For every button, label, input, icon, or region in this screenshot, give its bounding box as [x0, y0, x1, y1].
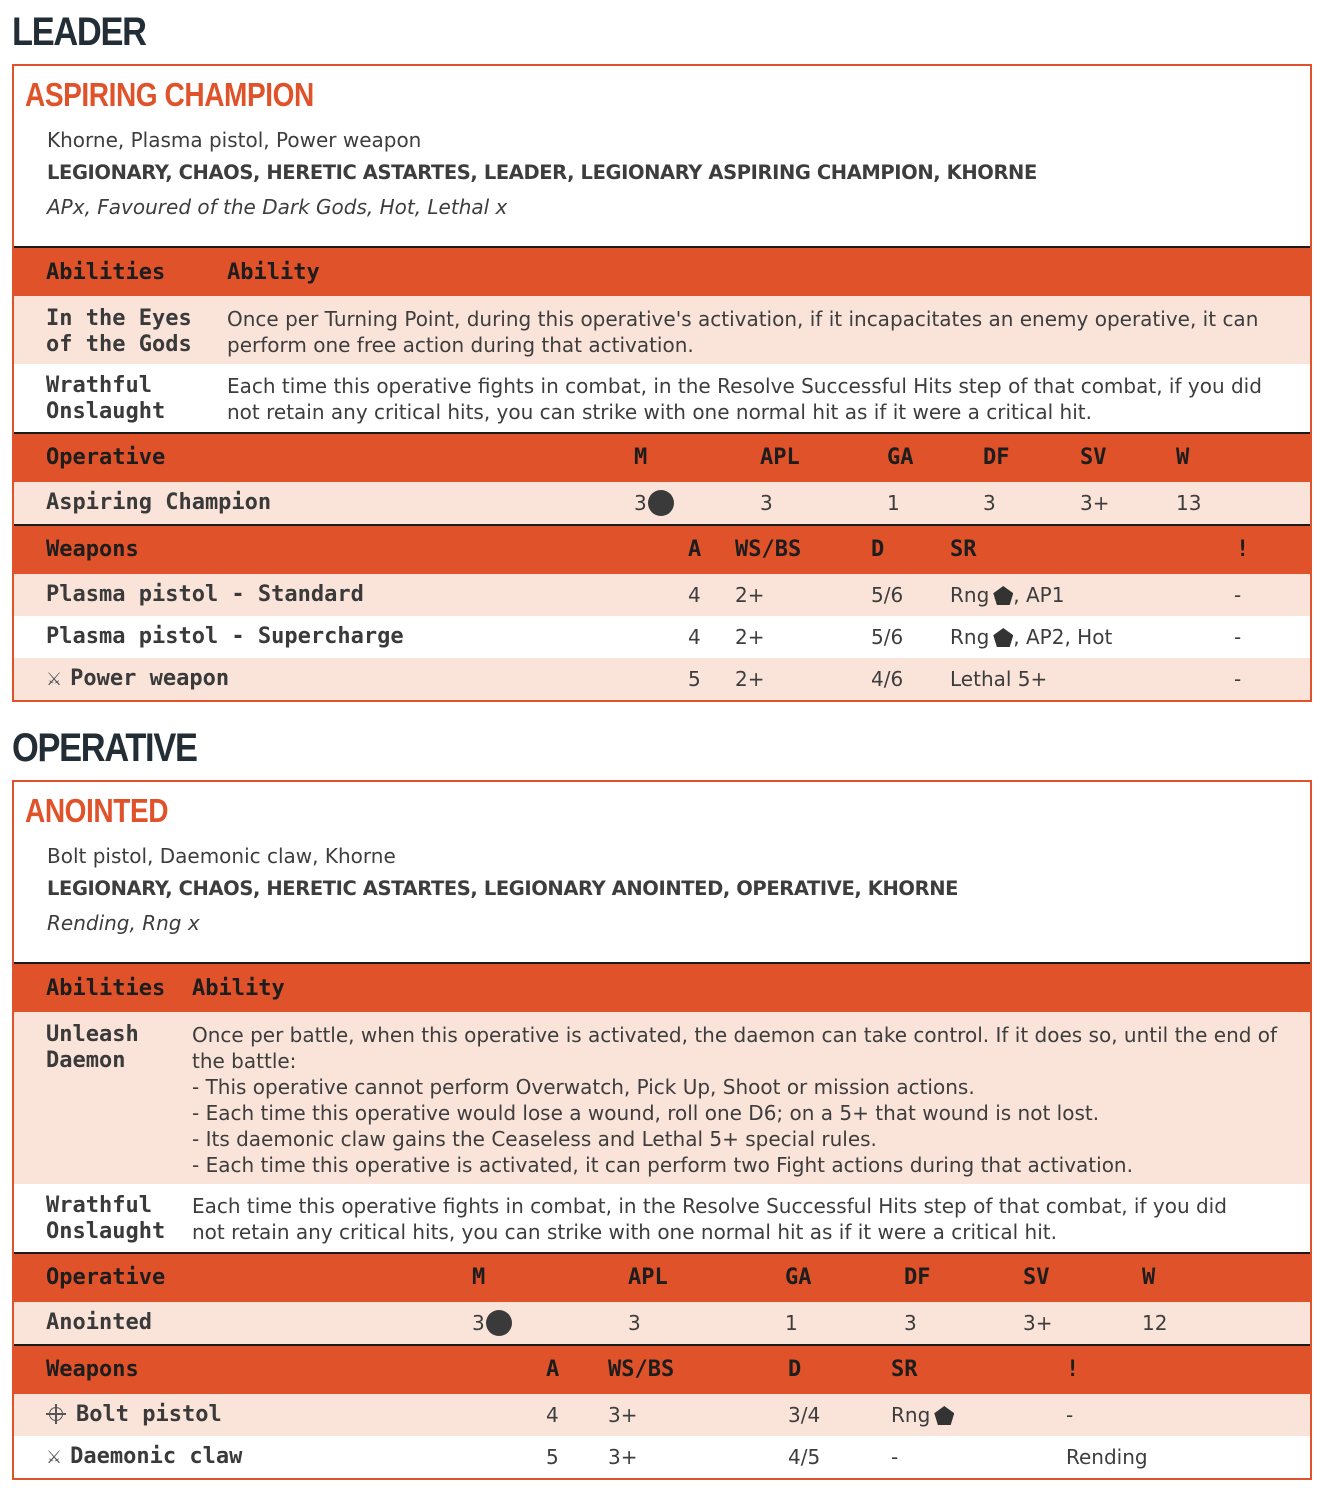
- col-apl: APL: [628, 1265, 668, 1290]
- col-weapons: Weapons: [46, 537, 139, 562]
- card-keywords: LEGIONARY, CHAOS, HERETIC ASTARTES, LEADER, LEGIONARY ASPIRING CHAMPION, KHORNE: [47, 161, 1037, 184]
- abilities-header: [14, 962, 1310, 1012]
- stat-ga: 1: [887, 491, 900, 515]
- stats-header: [14, 1252, 1310, 1302]
- abilities-header: [14, 246, 1310, 296]
- col-weapons: Weapons: [46, 1357, 139, 1382]
- stat-m: 3: [472, 1310, 512, 1336]
- ability-name: Wrathful Onslaught: [46, 373, 166, 424]
- col-df: DF: [983, 445, 1010, 470]
- weapon-crit: -: [1066, 1403, 1074, 1427]
- weapon-sr: Rng: [891, 1402, 954, 1428]
- weapon-crit: -: [1234, 667, 1242, 691]
- weapon-ws: 3+: [608, 1445, 638, 1469]
- col-m: M: [634, 445, 648, 470]
- col-wsbs: WS/BS: [735, 537, 802, 562]
- col-sv: SV: [1023, 1265, 1050, 1290]
- melee-swords-icon: ⚔: [46, 669, 63, 690]
- stat-w: 12: [1142, 1311, 1168, 1335]
- stat-df: 3: [904, 1311, 917, 1335]
- stat-sv: 3+: [1080, 491, 1110, 515]
- col-w: W: [1142, 1265, 1156, 1290]
- pentagon-range-icon: [993, 586, 1013, 605]
- stat-apl: 3: [760, 491, 773, 515]
- weapon-sr: Rng , AP2, Hot: [950, 625, 1113, 649]
- card-options: Khorne, Plasma pistol, Power weapon: [47, 128, 422, 152]
- col-d: D: [788, 1357, 802, 1382]
- weapons-header: [14, 1344, 1310, 1394]
- stats-header: [14, 432, 1310, 482]
- col-sv: SV: [1080, 445, 1107, 470]
- stats-row: [14, 482, 1310, 524]
- col-operative: Operative: [46, 445, 166, 470]
- datacard-aspiring-champion: [12, 64, 1312, 702]
- weapon-a: 4: [688, 625, 701, 649]
- section-title-operative: OPERATIVE: [12, 726, 197, 770]
- ability-row: [14, 364, 1310, 432]
- weapon-a: 5: [688, 667, 701, 691]
- weapon-ws: 2+: [735, 583, 765, 607]
- operative-name: Aspiring Champion: [46, 490, 272, 515]
- col-crit: !: [1066, 1357, 1080, 1382]
- stat-w: 13: [1176, 491, 1202, 515]
- stat-apl: 3: [628, 1311, 641, 1335]
- card-title: ASPIRING CHAMPION: [25, 76, 314, 113]
- weapon-row: [14, 1436, 1310, 1478]
- ability-row: [14, 1012, 1310, 1184]
- col-apl: APL: [760, 445, 800, 470]
- weapon-sr: Rng , AP1: [950, 583, 1065, 607]
- col-abilities: Abilities: [46, 260, 166, 285]
- col-ability: Ability: [227, 260, 320, 285]
- weapon-crit: -: [1234, 625, 1242, 649]
- col-operative: Operative: [46, 1265, 166, 1290]
- melee-swords-icon: ⚔: [46, 1447, 63, 1468]
- weapon-d: 3/4: [788, 1403, 821, 1427]
- weapon-row: [14, 616, 1310, 658]
- weapon-crit: Rending: [1066, 1445, 1148, 1469]
- ability-text: Each time this operative fights in combat, in the Resolve Successful Hits step of that combat, if you did not retain any critical hits, you can strike with one normal hit as if it were a critical hit.: [192, 1194, 1227, 1244]
- weapon-row: [14, 1394, 1310, 1436]
- circle-distance-icon: [486, 1310, 512, 1336]
- datacard-anointed: [12, 780, 1312, 1480]
- weapon-sr: Lethal 5+: [950, 667, 1048, 691]
- col-ga: GA: [887, 445, 914, 470]
- col-df: DF: [904, 1265, 931, 1290]
- pentagon-range-icon: [934, 1406, 954, 1425]
- col-wsbs: WS/BS: [608, 1357, 675, 1382]
- weapon-ws: 3+: [608, 1403, 638, 1427]
- ability-text: Each time this operative fights in combat, in the Resolve Successful Hits step of that combat, if you did not retain any critical hits, you can strike with one normal hit as if it were a critical hit.: [227, 374, 1262, 424]
- card-rules: APx, Favoured of the Dark Gods, Hot, Lethal x: [47, 195, 508, 219]
- stat-sv: 3+: [1023, 1311, 1053, 1335]
- col-sr: SR: [891, 1357, 918, 1382]
- weapon-sr: -: [891, 1445, 899, 1469]
- weapon-row: [14, 658, 1310, 700]
- weapon-name-wrap: ⚔ Daemonic claw: [46, 1444, 243, 1469]
- ability-name: Unleash Daemon: [46, 1022, 139, 1073]
- weapon-ws: 2+: [735, 625, 765, 649]
- col-a: A: [546, 1357, 560, 1382]
- weapon-d: 4/5: [788, 1445, 821, 1469]
- weapon-ws: 2+: [735, 667, 765, 691]
- stat-m: 3: [634, 490, 674, 516]
- weapon-a: 4: [688, 583, 701, 607]
- ability-text: Once per battle, when this operative is activated, the daemon can take control. If it does so, until the end of the battle: - This operative cannot perform Overwatch, Pick Up, Shoot or mission actions. - Each time this operative would lose a wound, roll one D6; on a 5+ that wound is not lost. - Its daemonic claw gains the Ceaseless and Lethal 5+ special rules. - Each time this operative is activated, it can perform two Fight actions during that activation.: [192, 1023, 1278, 1177]
- weapon-crit: -: [1234, 583, 1242, 607]
- card-title: ANOINTED: [25, 792, 169, 829]
- pentagon-range-icon: [993, 628, 1013, 647]
- card-rules: Rending, Rng x: [47, 911, 200, 935]
- weapons-header: [14, 524, 1310, 574]
- ability-row: [14, 296, 1310, 364]
- ability-row: [14, 1184, 1310, 1252]
- weapon-name: Plasma pistol - Standard: [46, 582, 364, 607]
- stat-ga: 1: [785, 1311, 798, 1335]
- col-ability: Ability: [192, 976, 285, 1001]
- section-title-leader: LEADER: [12, 10, 146, 54]
- stat-df: 3: [983, 491, 996, 515]
- card-keywords: LEGIONARY, CHAOS, HERETIC ASTARTES, LEGIONARY ANOINTED, OPERATIVE, KHORNE: [47, 877, 959, 900]
- operative-name: Anointed: [46, 1310, 152, 1335]
- ability-name: Wrathful Onslaught: [46, 1193, 166, 1244]
- stats-row: [14, 1302, 1310, 1344]
- col-a: A: [688, 537, 702, 562]
- ranged-crosshair-icon: [46, 1404, 66, 1424]
- col-d: D: [871, 537, 885, 562]
- col-ga: GA: [785, 1265, 812, 1290]
- weapon-a: 4: [546, 1403, 559, 1427]
- col-w: W: [1176, 445, 1190, 470]
- ability-name: In the Eyes of the Gods: [46, 306, 192, 357]
- weapon-name-wrap: ⚔ Power weapon: [46, 666, 230, 691]
- col-crit: !: [1236, 537, 1250, 562]
- weapon-name-wrap: Bolt pistol: [46, 1402, 222, 1428]
- weapon-d: 4/6: [871, 667, 904, 691]
- circle-distance-icon: [648, 490, 674, 516]
- weapon-d: 5/6: [871, 583, 904, 607]
- ability-text: Once per Turning Point, during this operative's activation, if it incapacitates an enemy operative, it can perform one free action during that activation.: [227, 307, 1259, 357]
- col-abilities: Abilities: [46, 976, 166, 1001]
- weapon-row: [14, 574, 1310, 616]
- col-sr: SR: [950, 537, 977, 562]
- weapon-name: Plasma pistol - Supercharge: [46, 624, 404, 649]
- col-m: M: [472, 1265, 486, 1290]
- weapon-a: 5: [546, 1445, 559, 1469]
- card-options: Bolt pistol, Daemonic claw, Khorne: [47, 844, 396, 868]
- weapon-d: 5/6: [871, 625, 904, 649]
